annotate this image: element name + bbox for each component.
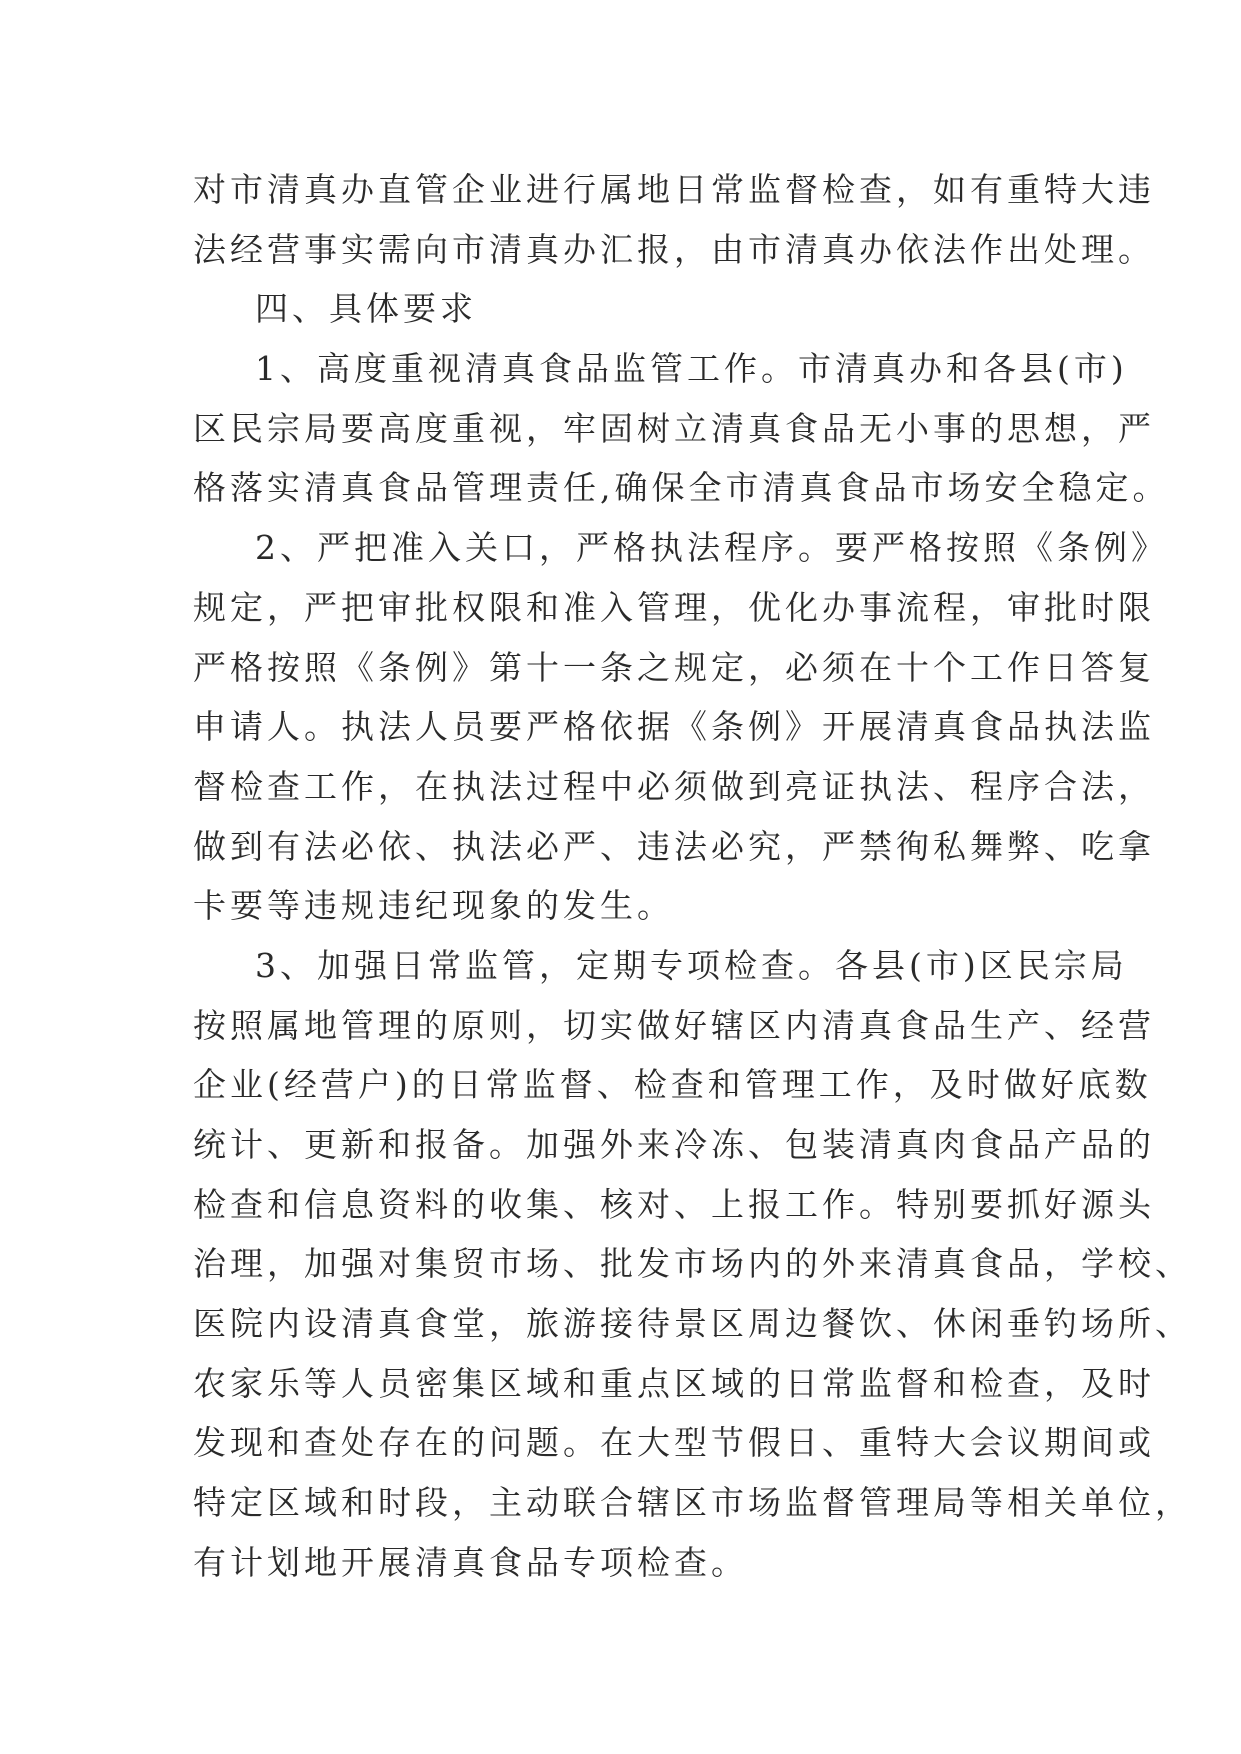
text-line: 医院内设清真食堂，旅游接待景区周边餐饮、休闲垂钓场所、 — [193, 1304, 1192, 1344]
text-line: 农家乐等人员密集区域和重点区域的日常监督和检查，及时 — [193, 1363, 1155, 1403]
text-line: 检查和信息资料的收集、核对、上报工作。特别要抓好源头 — [193, 1184, 1155, 1224]
section-heading: 四、具体要求 — [255, 289, 477, 329]
text-line: 对市清真办直管企业进行属地日常监督检查，如有重特大违 — [193, 170, 1155, 209]
text-line: 区民宗局要高度重视，牢固树立清真食品无小事的思想，严 — [193, 408, 1155, 448]
body-text — [193, 160, 1192, 1593]
text-line: 申请人。执法人员要严格依据《条例》开展清真食品执法监 — [193, 707, 1155, 747]
text-line: 3、加强日常监管，定期专项检查。各县(市)区民宗局 — [255, 945, 1128, 985]
text-line: 有计划地开展清真食品专项检查。 — [193, 1542, 748, 1582]
text-line: 做到有法必依、执法必严、违法必究，严禁徇私舞弊、吃拿 — [193, 826, 1155, 866]
text-line: 治理，加强对集贸市场、批发市场内的外来清真食品，学校、 — [193, 1244, 1192, 1284]
text-line: 法经营事实需向市清真办汇报，由市清真办依法作出处理。 — [193, 229, 1155, 269]
text-line: 规定，严把审批权限和准入管理，优化办事流程，审批时限 — [193, 587, 1155, 627]
text-line: 严格按照《条例》第十一条之规定，必须在十个工作日答复 — [193, 647, 1155, 687]
text-line: 按照属地管理的原则，切实做好辖区内清真食品生产、经营 — [193, 1005, 1155, 1045]
text-line: 发现和查处存在的问题。在大型节假日、重特大会议期间或 — [193, 1423, 1155, 1463]
text-line: 统计、更新和报备。加强外来冷冻、包装清真肉食品产品的 — [193, 1125, 1155, 1164]
text-line: 卡要等违规违纪现象的发生。 — [193, 886, 674, 926]
text-line: 2、严把准入关口，严格执法程序。要严格按照《条例》 — [255, 528, 1168, 568]
text-line: 督检查工作，在执法过程中必须做到亮证执法、程序合法， — [193, 766, 1155, 806]
text-line: 格落实清真食品管理责任,确保全市清真食品市场安全稳定。 — [193, 468, 1170, 508]
text-line: 特定区域和时段，主动联合辖区市场监督管理局等相关单位， — [193, 1483, 1192, 1523]
text-line: 1、高度重视清真食品监管工作。市清真办和各县(市) — [255, 349, 1128, 389]
text-line: 企业(经营户)的日常监督、检查和管理工作，及时做好底数 — [193, 1065, 1152, 1105]
